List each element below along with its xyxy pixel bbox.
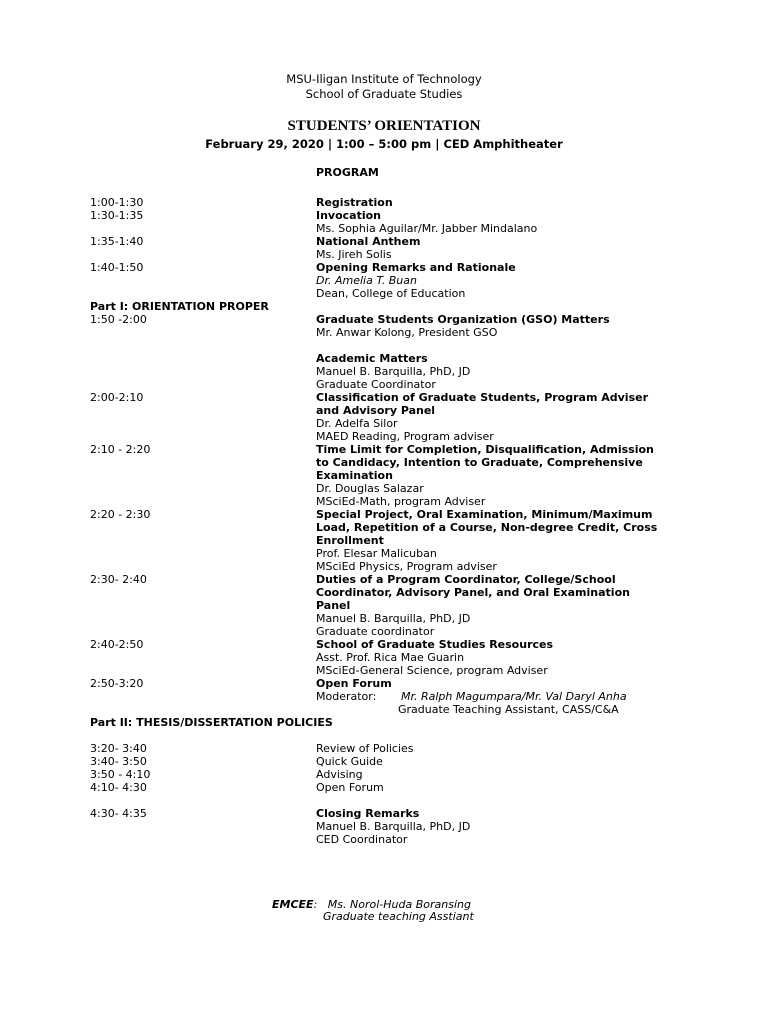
schedule-item: Classification of Graduate Students, Program Adviser xyxy=(316,391,649,404)
schedule-time: 1:35-1:40 xyxy=(90,235,144,248)
schedule-time: 2:40-2:50 xyxy=(90,638,144,651)
schedule-item: Graduate Coordinator xyxy=(316,378,436,391)
schedule-time: 1:00-1:30 xyxy=(90,196,144,209)
schedule-time: 2:20 - 2:30 xyxy=(90,508,151,521)
schedule-item: Invocation xyxy=(316,209,382,222)
schedule-item: Manuel B. Barquilla, PhD, JD xyxy=(316,820,471,833)
schedule-time: 1:50 -2:00 xyxy=(90,313,147,326)
schedule-item: Advising xyxy=(316,768,363,781)
schedule-time: 2:00-2:10 xyxy=(90,391,144,404)
schedule-time: 4:30- 4:35 xyxy=(90,807,147,820)
schedule-item: Enrollment xyxy=(316,534,384,547)
schedule-item: Asst. Prof. Rica Mae Guarin xyxy=(316,651,465,664)
schedule-item: Duties of a Program Coordinator, College/School xyxy=(316,573,616,586)
schedule-item: School of Graduate Studies Resources xyxy=(316,638,554,651)
schedule-time: 3:20- 3:40 xyxy=(90,742,147,755)
schedule-time: 2:50-3:20 xyxy=(90,677,144,690)
schedule-time: 1:30-1:35 xyxy=(90,209,144,222)
emcee-role: Graduate teaching Asstiant xyxy=(323,910,474,923)
schedule-item: Closing Remarks xyxy=(316,807,420,820)
schedule-time: 3:50 - 4:10 xyxy=(90,768,151,781)
schedule-item: Special Project, Oral Examination, Minimum/Maximum xyxy=(316,508,653,521)
schedule-item: Mr. Anwar Kolong, President GSO xyxy=(316,326,498,339)
institution-name: MSU-Iligan Institute of Technology xyxy=(286,72,482,86)
page-title: STUDENTS’ ORIENTATION xyxy=(287,118,481,134)
schedule-item: MSciEd Physics, Program adviser xyxy=(316,560,497,573)
schedule-item: Quick Guide xyxy=(316,755,383,768)
schedule-item: Dr. Adelfa Silor xyxy=(316,417,398,430)
schedule-item: Dr. Amelia T. Buan xyxy=(316,274,417,287)
schedule-item: Ms. Sophia Aguilar/Mr. Jabber Mindalano xyxy=(316,222,538,235)
schedule-time: 1:40-1:50 xyxy=(90,261,144,274)
schedule-item: Dean, College of Education xyxy=(316,287,466,300)
schedule-item: MAED Reading, Program adviser xyxy=(316,430,494,443)
schedule-item-detail: Graduate Teaching Assistant, CASS/C&A xyxy=(398,703,619,716)
schedule-item: Review of Policies xyxy=(316,742,414,755)
schedule-time: 2:30- 2:40 xyxy=(90,573,147,586)
schedule-item: Prof. Elesar Malicuban xyxy=(316,547,437,560)
schedule-item: Opening Remarks and Rationale xyxy=(316,261,516,274)
schedule-time: 2:10 - 2:20 xyxy=(90,443,151,456)
schedule-item: National Anthem xyxy=(316,235,421,248)
schedule-item: MSciEd-Math, program Adviser xyxy=(316,495,486,508)
schedule-item: Academic Matters xyxy=(316,352,428,365)
schedule-item: Open Forum xyxy=(316,781,384,794)
section-heading: Part II: THESIS/DISSERTATION POLICIES xyxy=(90,716,333,729)
schedule-item: CED Coordinator xyxy=(316,833,408,846)
schedule-time: 4:10- 4:30 xyxy=(90,781,147,794)
schedule-item: Registration xyxy=(316,196,393,209)
schedule-item-detail: Mr. Ralph Magumpara/Mr. Val Daryl Anha xyxy=(401,690,627,703)
program-label: PROGRAM xyxy=(316,166,379,179)
schedule-item: Time Limit for Completion, Disqualification, Admission xyxy=(316,443,654,456)
schedule-item: to Candidacy, Intention to Graduate, Comprehensive xyxy=(316,456,643,469)
emcee-colon: : xyxy=(313,898,318,911)
schedule-item: Graduate Students Organization (GSO) Matters xyxy=(316,313,610,326)
schedule-item: Ms. Jireh Solis xyxy=(316,248,392,261)
schedule-item: and Advisory Panel xyxy=(316,404,436,417)
schedule-item: Dr. Douglas Salazar xyxy=(316,482,424,495)
schedule-item: MSciEd-General Science, program Adviser xyxy=(316,664,548,677)
schedule-item: Manuel B. Barquilla, PhD, JD xyxy=(316,365,471,378)
schedule-item: Open Forum xyxy=(316,677,392,690)
schedule-item: Load, Repetition of a Course, Non-degree Credit, Cross xyxy=(316,521,658,534)
schedule-item: Examination xyxy=(316,469,393,482)
schedule-time: 3:40- 3:50 xyxy=(90,755,147,768)
schedule-item: Manuel B. Barquilla, PhD, JD xyxy=(316,612,471,625)
school-name: School of Graduate Studies xyxy=(305,87,463,101)
schedule-item: Coordinator, Advisory Panel, and Oral Examination xyxy=(316,586,630,599)
schedule-item: Moderator: xyxy=(316,690,377,703)
section-heading: Part I: ORIENTATION PROPER xyxy=(90,300,269,313)
event-details: February 29, 2020 | 1:00 – 5:00 pm | CED Amphitheater xyxy=(205,137,563,151)
schedule-item: Graduate coordinator xyxy=(316,625,435,638)
emcee-name: Ms. Norol-Huda Boransing xyxy=(327,898,471,911)
schedule-item: Panel xyxy=(316,599,351,612)
emcee-label: EMCEE xyxy=(272,898,314,911)
